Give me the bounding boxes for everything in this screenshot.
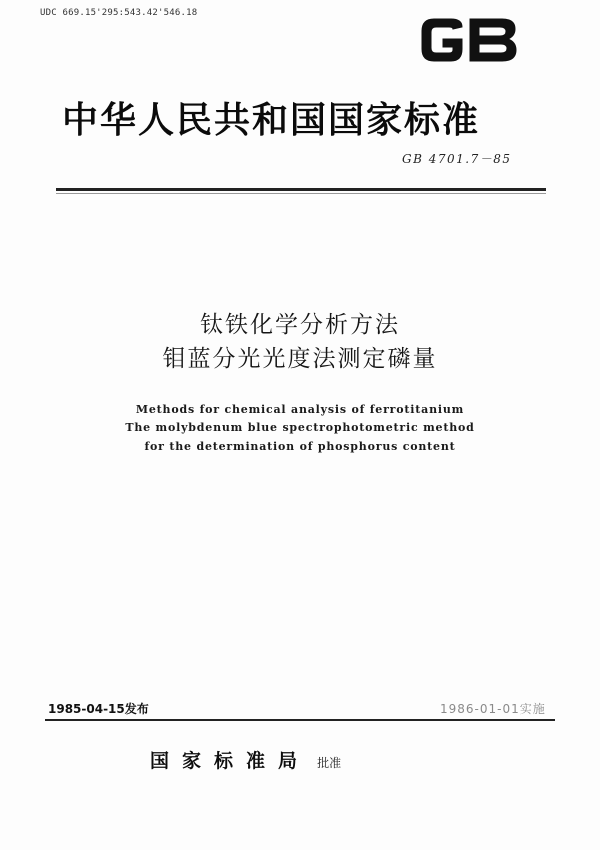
bureau-name: 国家标准局 <box>150 750 311 772</box>
chinese-title-line-2: 钼蓝分光光度法测定磷量 <box>162 346 438 372</box>
header-divider-secondary <box>56 193 546 194</box>
issue-date: 1985-04-15发布 <box>48 702 149 716</box>
footer-divider <box>45 719 555 721</box>
header-divider <box>56 188 546 191</box>
approve-label: 批准 <box>317 756 342 770</box>
effective-date: 1986-01-01实施 <box>440 702 546 716</box>
english-title-line-3: for the determination of phosphorus content <box>144 440 456 453</box>
national-standard-title: 中华人民共和国国家标准 <box>62 100 481 141</box>
udc-code: UDC 669.15'295:543.42'546.18 <box>40 8 198 18</box>
issuing-authority <box>150 746 450 773</box>
gb-logo <box>418 15 520 65</box>
chinese-title-line-1: 钛铁化学分析方法 <box>200 312 400 338</box>
english-title-line-2: The molybdenum blue spectrophotometric method <box>125 421 475 434</box>
english-title-line-1: Methods for chemical analysis of ferrotitanium <box>135 403 465 416</box>
standard-number: GB 4701.7－85 <box>402 152 512 166</box>
